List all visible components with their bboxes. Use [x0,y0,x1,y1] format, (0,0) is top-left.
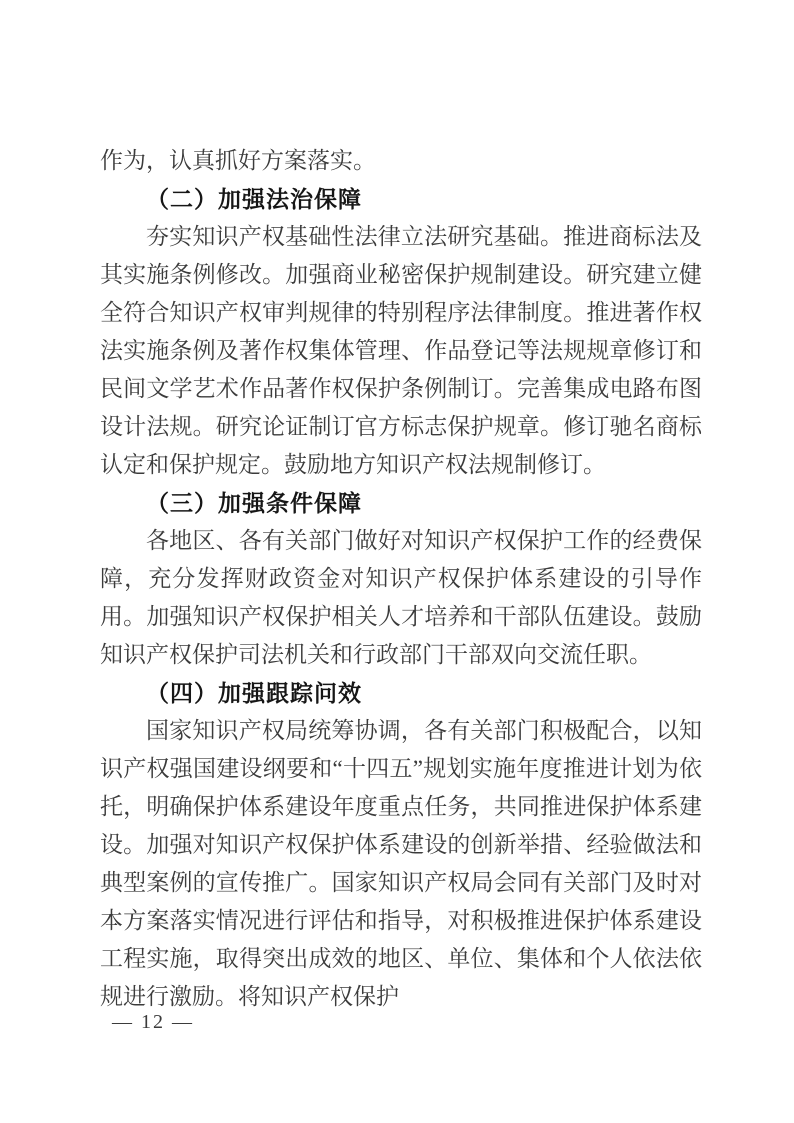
section-body-legal-safeguards: 夯实知识产权基础性法律立法研究基础。推进商标法及其实施条例修改。加强商业秘密保护规制建设。研究建立健全符合知识产权审判规律的特别程序法律制度。推进著作权法实施条例及著作权集体管理、作品登记等法规规章修订和民间文学艺术作品著作权保护条例制订。完善集成电路布图设计法规。研究论证制订官方标志保护规章。修订驰名商标认定和保护规定。鼓励地方知识产权法规制修订。 [100,224,702,477]
page-number: — 12 — [112,1011,194,1033]
section-body-condition-safeguards: 各地区、各有关部门做好对知识产权保护工作的经费保障，充分发挥财政资金对知识产权保护体系建设的引导作用。加强知识产权保护相关人才培养和干部队伍建设。鼓励知识产权保护司法机关和行政部门干部双向交流任职。 [100,528,702,667]
section-body-tracking-effectiveness: 国家知识产权局统筹协调，各有关部门积极配合，以知识产权强国建设纲要和“十四五”规划实施年度推进计划为依托，明确保护体系建设年度重点任务，共同推进保护体系建设。加强对知识产权保护体系建设的创新举措、经验做法和典型案例的宣传推广。国家知识产权局会同有关部门及时对本方案落实情况进行评估和指导，对积极推进保护体系建设工程实施，取得突出成效的地区、单位、集体和个人依法依规进行激励。将知识产权保护 [100,718,702,1009]
continuation-paragraph-line: 作为，认真抓好方案落实。 [100,148,376,173]
document-text-block [100,142,702,1016]
section-heading-legal-safeguards: （二）加强法治保障 [146,186,362,212]
section-heading-condition-safeguards: （三）加强条件保障 [146,490,362,516]
section-heading-tracking-effectiveness: （四）加强跟踪问效 [146,680,362,706]
